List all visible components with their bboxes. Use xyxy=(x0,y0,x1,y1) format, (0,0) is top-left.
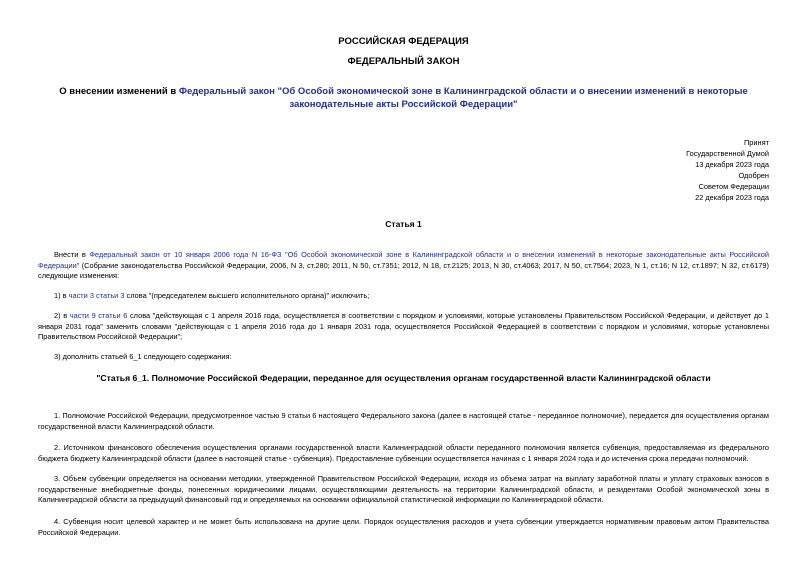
item1-suffix: слова "(председателем высшего исполнительного органа)" исключить; xyxy=(124,291,370,300)
article-item-1 xyxy=(38,291,769,302)
item2-suffix: слова "действующая с 1 апреля 2016 года, осуществляется в соответствии с порядком и условиями, которые установлены Правительством Российской Федерации, и действует до 1 января 2031 года" заменить словами "действующая с 1 апреля 2016 года до 1 января 2031 года, осуществляется Российской Федерацией в соответствии с порядком и условиями, которые установлены Правительством Российской Федерации"; xyxy=(38,311,770,342)
item2-prefix: 2) в xyxy=(54,311,70,320)
adoption-line: Государственной Думой xyxy=(686,149,769,158)
country-heading: РОССИЙСКАЯ ФЕДЕРАЦИЯ xyxy=(338,36,469,47)
adoption-line: Принят xyxy=(743,138,769,147)
law-title xyxy=(30,85,777,111)
new-article-heading: "Статья 6_1. Полномочие Российской Федерации, переданное для осуществления органам государственной власти Калининградской области xyxy=(96,373,711,383)
article-item-2 xyxy=(38,311,769,343)
item1-prefix: 1) в xyxy=(54,291,69,300)
article-intro xyxy=(38,250,769,282)
item3-text: 3) дополнить статьей 6_1 следующего содержания: xyxy=(54,352,232,361)
item2-link[interactable]: части 9 статьи 6 xyxy=(69,311,128,320)
adoption-block xyxy=(569,137,769,203)
adoption-line: 22 декабря 2023 года xyxy=(695,193,769,202)
law-title-prefix: О внесении изменений в xyxy=(59,86,179,97)
paragraph-text: 1. Полномочие Российской Федерации, предусмотренное частью 9 статьи 6 настоящего Федерального закона (далее в настоящей статье - переданное полномочие), передается для осуществления органам государственной власти Калининградской области. xyxy=(38,411,769,431)
adoption-line: Одобрен xyxy=(738,171,769,180)
new-article-paragraph-2 xyxy=(38,443,769,464)
intro-prefix: Внести в xyxy=(54,250,90,259)
new-article-paragraph-4 xyxy=(38,517,769,538)
paragraph-text: 2. Источником финансового обеспечения осуществления органами государственной власти Калининградской области переданного полномочия является субвенция, предоставляемая из федерального бюджета бюджету Калининградской области (далее в настоящей статье - субвенция). Предоставление субвенции осуществляется начиная с 1 января 2024 года и до истечения срока передачи полномочий. xyxy=(38,443,769,463)
law-type-heading: ФЕДЕРАЛЬНЫЙ ЗАКОН xyxy=(347,56,460,67)
article-item-3 xyxy=(38,352,769,363)
paragraph-text: 4. Субвенция носит целевой характер и не может быть использована на другие цели. Порядок осуществления расходов и учета субвенции утверждается нормативным правовым актом Правительства Российской Федерации. xyxy=(38,517,769,537)
adoption-line: Советом Федерации xyxy=(698,182,769,191)
law-title-link[interactable]: Федеральный закон "Об Особой экономической зоне в Калининградской области и о внесении изменений в некоторые законодательные акты Российской Федерации" xyxy=(178,86,748,110)
new-article-paragraph-1 xyxy=(38,411,769,432)
article-heading: Статья 1 xyxy=(385,219,422,229)
adoption-line: 13 декабря 2023 года xyxy=(695,160,769,169)
item1-link[interactable]: части 3 статьи 3 xyxy=(68,291,125,300)
intro-suffix: (Собрание законодательства Российской Федерации, 2006, N 3, ст.280; 2011, N 50, ст.7351; 2012, N 18, ст.2125; 2013, N 30, ст.4063; 2017, N 50, ст.7564; 2023, N 1, ст.16; N 12, ст.1897; N 32, ст.6179) следующие изменения: xyxy=(38,260,769,281)
new-article-paragraph-3 xyxy=(38,474,769,506)
paragraph-text: 3. Объем субвенции определяется на основании методики, утвержденной Правительством Российской Федерации, исходя из объема затрат на выплату заработной платы и уплату страховых взносов в государственные внебюджетные фонды, понесенных юридическими лицами, осуществляющими деятельность на территории Калининградской области, и резидентами Особой экономической зоны в Калининградской области за предыдущий финансовый год и определяемых на основании официальной статистической информации по Калининградской области. xyxy=(38,474,769,505)
intro-law-link[interactable]: Федеральный закон от 10 января 2006 года N 16-ФЗ "Об Особой экономической зоне в Калининградской области и о внесении изменений в некоторые законодательные акты Российской Федерации" xyxy=(38,250,769,270)
